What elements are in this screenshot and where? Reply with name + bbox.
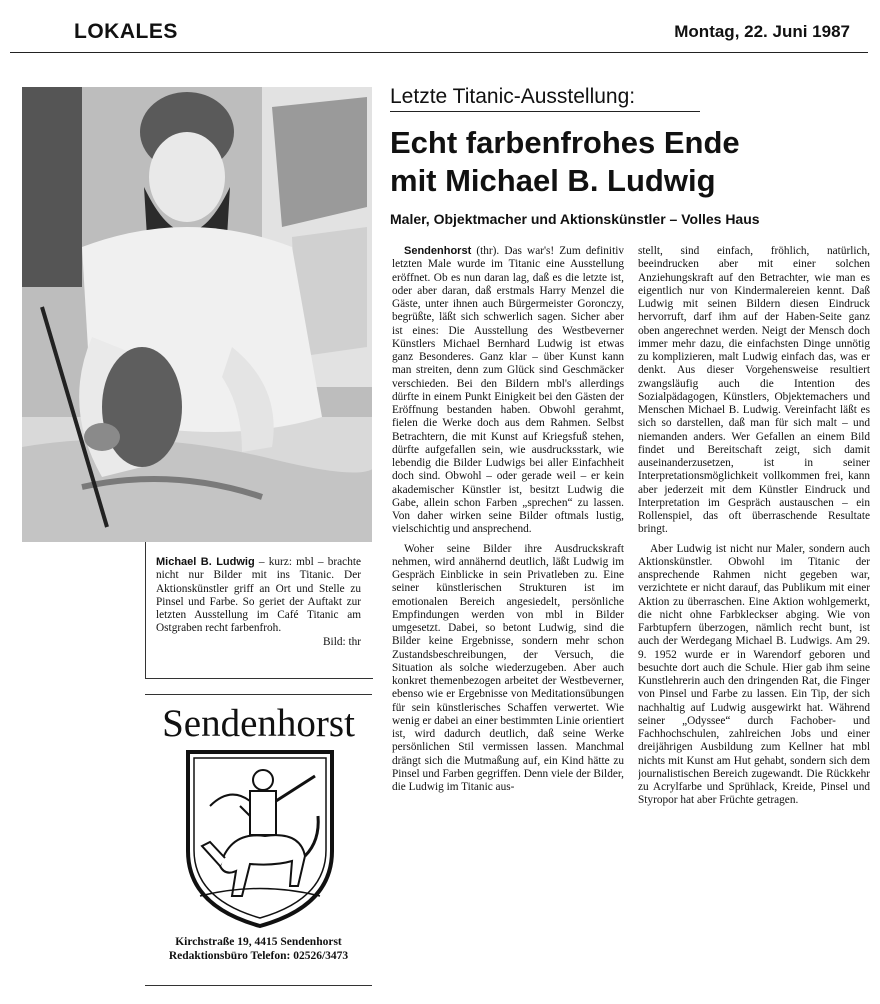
office-address — [145, 935, 372, 963]
headline-line-2: mit Michael B. Ludwig — [390, 163, 716, 198]
paragraph-text: (thr). Das war's! Zum definitiv letzten Male wurde im Titanic eine Ausstellung eröffnet. Ob es nun daran lag, daß es die letzte ist, oder aber daran, daß erstmals Harry Menzel die Gäste, unter ihnen auch Bürgermeister Goronczy, begrüßte, läßt sich schwerlich sagen. Sicher aber ist eines: Die Ausstellung des Westbeverner Künstlers Michael Bernhard Ludwig ist etwas ganz Besonderes. Ganz klar – über Kunst kann man streiten, denn zum Glück sind Geschmäcker verschieden. Bei den Bildern mbl's allerdings dürfte in einem Punkt Einigkeit bei den Gästen der Eröffnung bestanden haben. Obwohl gerahmt, fielen die Werke doch aus dem Rahmen. Selbst Betrachtern, die mit Kunst auf Kriegsfuß stehen, dürfte aufgefallen sein, wie ausdrucksstark, wie lebendig die Bilder Ludwigs bei aller Einfachheit doch sind. Obwohl – oder gerade weil – er kein akademischer Künstler ist, besitzt Ludwig die Gabe, allein schon Farben „sprechen“ zu lassen. Von daher wirken seine Bilder oftmals lustig, vielschichtig und ansprechend. — [392, 245, 624, 536]
caption-text: – kurz: mbl – brachte nicht nur Bilder mit ins Titanic. Der Aktionskünstler griff an Ort und Stelle zu Pinsel und Farbe. So geriet der Auftakt zur letzten Ausstellung im Café Titanic am Ostgraben recht farbenfroh. — [156, 556, 361, 635]
article-paragraph: Woher seine Bilder ihre Ausdruckskraft nehmen, wird annähernd deutlich, läßt Ludwig im Gespräch Einblicke in sein Privatleben zu. Eine seiner künstlerischen Strukturen ist im emotionalen Bereich angesiedelt, persönliche Empfindungen werden von mbl in Bilder umgesetzt. Dabei, so betont Ludwig, sind die Bilder keine Ergebnisse, sondern mehr schon Zustandsbeschreibungen, der Versuch, die Situation als solche wiederzugeben. Aber auch konkret themenbezogen arbeitet der Westbeverner, ebenso wie er Ergebnisse von Meditationsübungen für sein künstlerisches Schaffen verwertet. Wie wenig er dabei an einer bestimmten Linie orientiert ist, wird dadurch deutlich, daß seine Werke persönlichen Stil vermissen lassen. Manchmal drängt sich die Mutmaßung auf, ein Kind hätte zu Pinsel und Farben gegriffen. Denn viele der Bilder, die Ludwig im Titanic aus- — [392, 542, 624, 793]
dateline: Sendenhorst — [404, 245, 472, 257]
logo-top-rule — [145, 694, 372, 695]
caption-name: Michael B. Ludwig — [156, 556, 255, 568]
address-line: Kirchstraße 19, 4415 Sendenhorst — [175, 936, 342, 948]
headline-line-1: Echt farbenfrohes Ende — [390, 125, 740, 160]
photo-caption-box — [145, 542, 373, 679]
article-paragraph — [392, 245, 624, 537]
artist-photo — [22, 87, 372, 542]
photo-credit: Bild: thr — [323, 635, 361, 648]
article-subheadline: Maler, Objektmacher und Aktionskünstler – Volles Haus — [390, 211, 760, 227]
local-edition-title: Sendenhorst — [162, 702, 355, 745]
article-paragraph: stellt, sind einfach, fröhlich, natürlich, beeindrucken aber mit einer solchen Anziehungskraft auf den Betrachter, wie man es eigentlich nur von Kindermalereien kennt. Daß Ludwig mit seinen Bildern diesen Eindruck hervorruft, darf ihm auf der Haben-Seite ganz oben angerechnet werden. Neigt der Mensch doch immer mehr dazu, die einfachsten Dinge unnötig zu komplizieren, malt Ludwig einfach das, was er denkt. Aus dieser Vorgehensweise resultiert zwangsläufig auch die Intention des Sozialpädagogen, Künstlers, Objektemachers und Menschen Michael B. Ludwig. Vereinfacht läßt es sich so darstellen, daß man für sich malt – und niemanden anders. Wer Gefallen an einem Bild findet und Bereitschaft zeigt, sich damit auseinanderzusetzen, ist in seiner Interpretationsmöglichkeit vollkommen frei, kann aber jederzeit mit dem Künstler Eindruck und Interpretation im Gespräch austauschen – ein Rollenspiel, das oft überraschende Resultate bringt. — [638, 245, 870, 536]
article-headline — [390, 124, 870, 200]
logo-bottom-rule — [145, 985, 372, 986]
article-column-1 — [392, 245, 624, 990]
page-header — [10, 18, 868, 53]
article-kicker: Letzte Titanic-Ausstellung: — [390, 84, 700, 112]
issue-date: Montag, 22. Juni 1987 — [674, 22, 850, 41]
photo-caption — [156, 556, 361, 649]
article-column-2 — [638, 245, 870, 990]
phone-line: Redaktionsbüro Telefon: 02526/3473 — [168, 950, 349, 962]
article-paragraph: Aber Ludwig ist nicht nur Maler, sondern auch Aktionskünstler. Obwohl im Titanic der ansprechende Rahmen nicht gegeben war, verzichtete er nicht darauf, das Publikum mit einer Aktion zu überraschen. Eine Aktion wohlgemerkt, die nicht ohne Farbkleckser abging. Wie von Farbtupfern überzogen, nämlich recht bunt, ist auch der Werdegang Michael B. Ludwigs. Am 29. 9. 1952 wurde er in Warendorf geboren und besuchte dort auch die Schule. Hier gab ihm seine Kunstlehrerin auch den dringenden Rat, die Finger von Pinsel und Farbe zu lassen. Ein Tip, der sich nachhaltig auf Ludwig ausgewirkt hat. Während seiner „Odyssee“ durch Fachober- und Fachhochschulen, zahlreichen Jobs und einer dreijährigen Ausbildung zum Kellner hat mbl nichts mit Kunst am Hut gehabt, sondern sich dem journalistischen Bereich zugewandt. Die Rückkehr zu Acrylfarbe und Sprühlack, Kreide, Pinsel und Styropor hat aber Früchte getragen. — [638, 542, 870, 807]
town-crest-icon — [180, 746, 340, 931]
section-title: LOKALES — [74, 20, 178, 43]
